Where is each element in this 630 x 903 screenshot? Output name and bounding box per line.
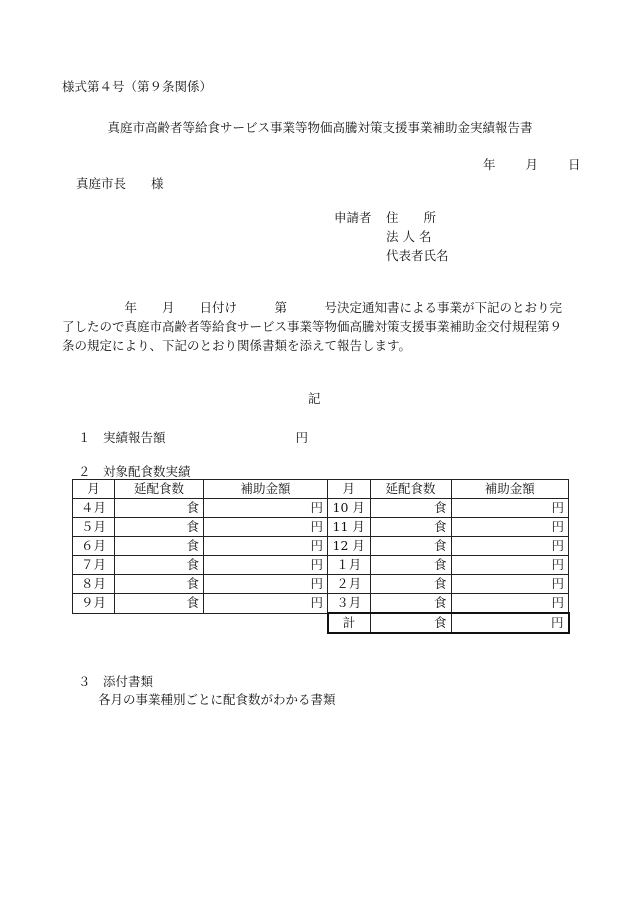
form-number: 様式第４号（第９条関係） [62,79,213,94]
body-line-3: 条の規定により、下記のとおり関係書類を添えて報告します。 [62,338,412,353]
month-cell: ６月 [73,537,115,556]
month-cell-2: 12 月 [328,537,371,556]
month-cell: ４月 [73,499,115,518]
section-1-unit: 円 [295,430,308,445]
total-yen-unit: 円 [451,613,569,633]
month-cell: ９月 [73,594,115,614]
section-1-label: １ 実績報告額 [78,430,166,445]
date-day-label: 日 [567,157,581,172]
addressee: 真庭市長 様 [76,176,164,191]
meals-cell: 食 [115,518,204,537]
amount-cell-2: 円 [451,594,569,614]
table-row [73,556,569,575]
month-cell-2: １月 [328,556,371,575]
section-3-detail: 各月の事業種別ごとに配食数がわかる書類 [98,692,336,707]
date-line [483,155,580,173]
section-3-label: ３ 添付書類 [78,674,154,689]
month-cell-2: ２月 [328,575,371,594]
body-line-2: 了したので真庭市高齢者等給食サービス事業等物価高騰対策支援事業補助金交付規程第９ [62,319,563,334]
month-cell-2: 11 月 [328,518,371,537]
body-line-1: 年 月 日付け 第 号決定通知書による事業が下記のとおり完 [62,300,563,315]
meals-cell: 食 [115,594,204,614]
table-row [73,575,569,594]
amount-cell: 円 [204,556,328,575]
applicant-label: 申請者 [334,210,372,225]
header-meals: 延配食数 [115,480,204,499]
amount-cell: 円 [204,594,328,614]
table-row [73,537,569,556]
applicant-address-label: 住 所 [385,210,436,225]
amount-cell-2: 円 [451,556,569,575]
amount-cell-2: 円 [451,537,569,556]
total-row [73,613,569,633]
applicant-block [334,208,449,265]
header-month-2: 月 [328,480,371,499]
amount-cell: 円 [204,575,328,594]
amount-cell: 円 [204,499,328,518]
header-amount: 補助金額 [204,480,328,499]
meals-cell: 食 [115,575,204,594]
meals-cell-2: 食 [370,575,451,594]
total-meals-unit: 食 [370,613,451,633]
applicant-representative-label: 代表者氏名 [385,248,449,263]
meals-cell: 食 [115,499,204,518]
month-cell: ８月 [73,575,115,594]
meals-cell: 食 [115,556,204,575]
meals-cell: 食 [115,537,204,556]
meals-cell-2: 食 [370,537,451,556]
date-year-label: 年 [483,157,496,172]
header-month: 月 [73,480,115,499]
amount-cell-2: 円 [451,518,569,537]
meals-cell-2: 食 [370,556,451,575]
meals-cell-2: 食 [370,499,451,518]
month-cell: ７月 [73,556,115,575]
table-row [73,594,569,614]
header-meals-2: 延配食数 [370,480,451,499]
month-cell: ５月 [73,518,115,537]
amount-cell-2: 円 [451,499,569,518]
document-title: 真庭市高齢者等給食サービス事業等物価高騰対策支援事業補助金実績報告書 [107,120,533,135]
table-header-row [73,480,569,499]
meals-cell-2: 食 [370,518,451,537]
applicant-corp-name-label: 法 人 名 [385,229,432,244]
total-label: 計 [328,613,371,633]
section-1 [78,428,308,446]
header-amount-2: 補助金額 [451,480,569,499]
date-month-label: 月 [525,157,538,172]
amount-cell: 円 [204,518,328,537]
amount-cell-2: 円 [451,575,569,594]
table-row [73,499,569,518]
section-2-label: ２ 対象配食数実績 [78,464,191,479]
table-row [73,518,569,537]
meals-cell-2: 食 [370,594,451,614]
amount-cell: 円 [204,537,328,556]
ki-heading: 記 [308,391,321,406]
body-paragraph [62,298,572,355]
month-cell-2: 10 月 [328,499,371,518]
meals-table [72,479,570,634]
month-cell-2: ３月 [328,594,371,614]
